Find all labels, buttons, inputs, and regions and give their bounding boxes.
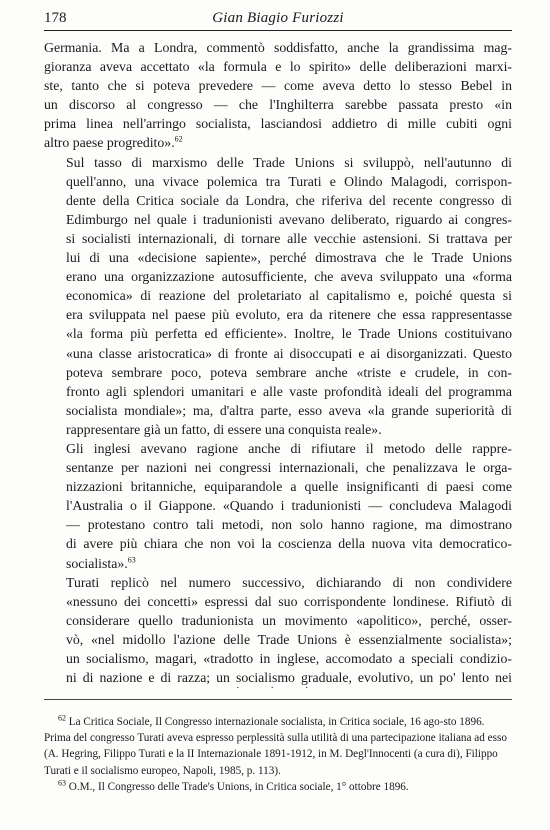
text-line: Edimburgo nel quale i tradunionisti avevano deliberato, riguardo ai congres-: [66, 211, 512, 227]
text-line: nizzazioni britanniche, equiparandole a quelle insignificanti di paesi come: [66, 479, 512, 495]
text-line: economica» di reazione del proletariato al capitalismo e, poiché questa si: [66, 288, 512, 304]
footnote: [44, 714, 512, 779]
text-line: vò, «nel midollo l'azione delle Trade Unions è essenzialmente socialista»;: [66, 631, 512, 647]
footnote: [44, 779, 512, 795]
text-line: socialista».$^{63}$: [66, 554, 136, 571]
text-line: «una classe aristocratica» di fronte ai disoccupati e ai disorganizzati. Questo: [66, 345, 512, 361]
text-line: dente della Critica sociale da Londra, che riferiva del recente congresso di: [66, 192, 512, 208]
footnote-text: O.M., Il Congresso delle Trade's Unions, in Critica sociale, 1° ottobre 1896.: [68, 780, 409, 793]
text-line: Gli inglesi avevano ragione anche di rifiutare il metodo delle rappre-: [66, 440, 512, 456]
footnote-text: La Critica Sociale, Il Congresso internazionale socialista, in Critica sociale, 16 ago-sto 1896. Prima del congresso Turati aveva espresso perplessità sulla utilità di una partecipazione italiana ad esso (A. Hegring, Filippo Turati e la II Internazionale 1891-1912, in M. Degl'Innocenti (a cura di), Filippo Turati e il socialismo europeo, Napoli, 1985, p. 113).: [44, 716, 507, 777]
text-line: di avere più chiara che non voi la coscienza della nuova vita democratico-: [66, 536, 512, 552]
text-line: era sviluppata nel paese più evoluto, era da ritenere che essa rappresentasse: [66, 307, 512, 323]
footnotes: [44, 714, 512, 795]
text-line: Turati replicò nel numero successivo, dichiarando di non condividere: [66, 574, 512, 590]
paragraph: [44, 573, 512, 688]
text-line: — protestano contro tali metodi, non solo hanno ragione, ma dimostrano: [66, 517, 512, 533]
text-line: lui di una «decisione sapiente», perché dimostrava che le Trade Unions: [66, 250, 512, 266]
footnote-mark: 62: [58, 713, 66, 723]
footnote-ref: 63: [127, 554, 136, 564]
page-header: [44, 8, 512, 31]
text-line: «la forma più perfetta ed efficiente». Inoltre, le Trade Unions costituivano: [66, 326, 512, 342]
text-line: altro paese progredito».$^{62}$: [44, 134, 183, 151]
page-number: 178: [44, 10, 67, 26]
text-line: fronto agli splendori umanitari e alle vaste profondità ideali del programma: [66, 383, 512, 399]
paragraph: [44, 439, 512, 573]
body-text: [44, 38, 512, 687]
paragraph: [44, 38, 512, 153]
footnote-divider: [44, 699, 512, 700]
scan-specks: · · ·: [236, 682, 323, 694]
text-line: sentanze per nazioni nei congressi internazionali, che penalizzava le orga-: [66, 460, 512, 476]
text-line: ste, tanto che si poteva prevedere — come aveva detto lo stesso Bebel in: [44, 78, 512, 94]
running-title: Gian Biagio Furiozzi: [212, 10, 344, 26]
footnote-mark: 63: [58, 778, 66, 788]
text-line: Germania. Ma a Londra, commentò soddisfatto, anche la grandissima mag-: [44, 40, 512, 55]
text-line: l'Australia o il Giappone. «Quando i tradunionisti — concludeva Malagodi: [66, 498, 512, 514]
text-line: considerare quello tradunionista un movimento «apolitico», perché, osser-: [66, 612, 512, 628]
text-line: rappresentare già un fatto, di essere una conquista reale».: [66, 421, 382, 437]
text-line: prima linea nell'arringo socialista, lasciandosi addietro di mille cubiti ogni: [44, 116, 512, 132]
text-line: «nessuno dei concetti» espressi dal suo corrispondente londinese. Rifiutò di: [66, 593, 512, 609]
text-line: Sul tasso di marxismo delle Trade Unions si sviluppò, nell'autunno di: [66, 154, 512, 170]
footnote-ref: 62: [174, 134, 183, 144]
text-line: gioranza aveva accettato «la formula e lo spirito» delle deliberazioni marxi-: [44, 59, 512, 75]
text-line: un discorso al congresso — che l'Inghilterra sarebbe passata presto «in: [44, 97, 512, 113]
text-line: un socialismo, magari, «tradotto in inglese, accomodato a speciali condizio-: [66, 651, 512, 666]
text-line: si socialisti internazionali, di tornare alle vecchie astensioni. Si trattava per: [66, 230, 512, 246]
paragraph: [44, 153, 512, 439]
text-line: quell'anno, una vivace polemica tra Turati e Olindo Malagodi, corrispon-: [66, 173, 512, 189]
text-line: socialista mondiale»; ma, d'altra parte, esso aveva «la grande superiorità di: [66, 402, 512, 418]
text-line: erano una organizzazione autosufficiente, che aveva sviluppato una «forma: [66, 269, 512, 285]
text-line: ni di nazione e di razza; un socialismo graduale, evolutivo, un po' lento nei: [66, 670, 512, 686]
text-line: poteva sembrare poco, poteva sembrare anche «triste e crudele, in con-: [66, 364, 512, 380]
